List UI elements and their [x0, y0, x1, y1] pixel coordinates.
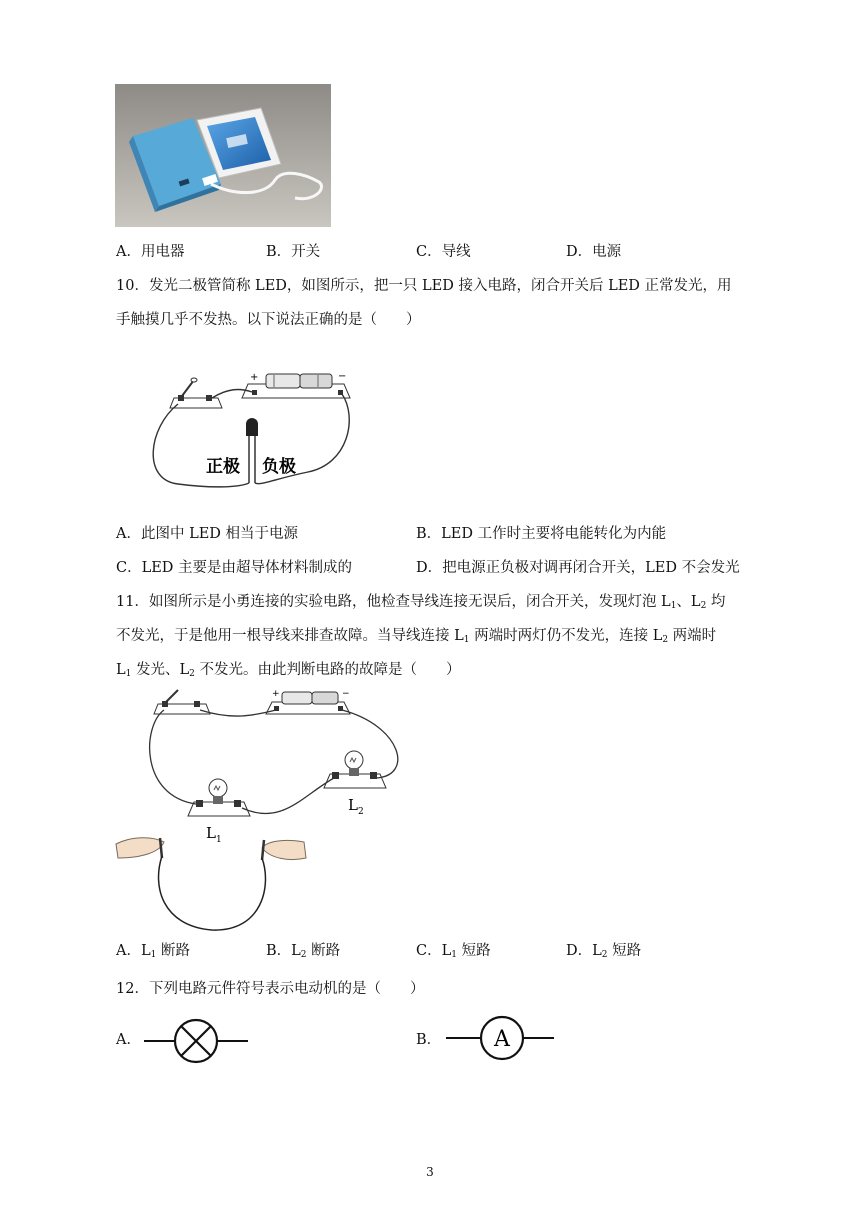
led-negative-label: 负极 — [262, 457, 296, 477]
q9-option-c: C．导线 — [416, 244, 471, 260]
bulb-l2 — [324, 751, 386, 788]
power-bank-photo — [115, 84, 331, 227]
q10-option-d: D．把电源正负极对调再闭合开关，LED 不会发光 — [416, 560, 740, 576]
q12-option-a-label: A． — [116, 1032, 141, 1048]
q11-option-a: A．$L_1$ 断路 — [116, 943, 190, 960]
q10-led-circuit-figure — [148, 368, 358, 493]
q10-stem-line1: 10．发光二极管简称 LED，如图所示，把一只 LED 接入电路，闭合开关后 LED 正常发光，用 — [116, 278, 732, 294]
q12-option-b-label: B． — [416, 1032, 442, 1048]
q11-option-d: D．$L_2$ 短路 — [566, 943, 642, 960]
q11-stem-line2: 不发光，于是他用一根导线来排查故障。当导线连接 $L_1$ 两端时两灯仍不发光，连接 $L_2$ 两端时 — [116, 628, 717, 645]
q12-stem-line1: 12．下列电路元件符号表示电动机的是（ ） — [116, 981, 425, 997]
q11-circuit-figure — [112, 686, 412, 934]
test-wire — [159, 856, 266, 930]
q10-option-c: C．LED 主要是由超导体材料制成的 — [116, 560, 353, 576]
q11-option-c: C．$L_1$ 短路 — [416, 943, 491, 960]
q10-stem-line2: 手触摸几乎不发热。以下说法正确的是（ ） — [116, 312, 421, 328]
battery-minus-sign: − — [338, 371, 347, 382]
battery-minus-sign: − — [342, 689, 350, 699]
q11-option-b: B．$L_2$ 断路 — [266, 943, 341, 960]
lamp-symbol-icon — [144, 1018, 248, 1064]
bulb-l1 — [188, 779, 250, 816]
q9-option-d: D．电源 — [566, 244, 622, 260]
battery-plus-sign: + — [272, 689, 280, 699]
ammeter-letter: A — [494, 1027, 510, 1052]
left-hand — [116, 838, 164, 858]
right-hand — [262, 840, 306, 860]
q9-option-a: A．用电器 — [116, 244, 185, 260]
bulb-l2-label: $L_2$ — [348, 796, 364, 817]
switch — [170, 378, 222, 408]
page-number: 3 — [426, 1165, 434, 1179]
q9-option-b: B．开关 — [266, 244, 321, 260]
q11-stem-line3: $L_1$ 发光、$L_2$ 不发光。由此判断电路的故障是（ ） — [116, 662, 461, 679]
bulb-l1-label: $L_1$ — [206, 824, 222, 845]
q11-stem-line1: 11．如图所示是小勇连接的实验电路，他检查导线连接无误后，闭合开关，发现灯泡 $L_1$、$L_2$ 均 — [116, 594, 726, 611]
q10-option-a: A．此图中 LED 相当于电源 — [116, 526, 299, 542]
led-positive-label: 正极 — [206, 457, 240, 477]
led — [246, 418, 258, 483]
battery-plus-sign: + — [250, 372, 259, 383]
q10-option-b: B．LED 工作时主要将电能转化为内能 — [416, 526, 667, 542]
ammeter-symbol-icon — [446, 1016, 554, 1062]
